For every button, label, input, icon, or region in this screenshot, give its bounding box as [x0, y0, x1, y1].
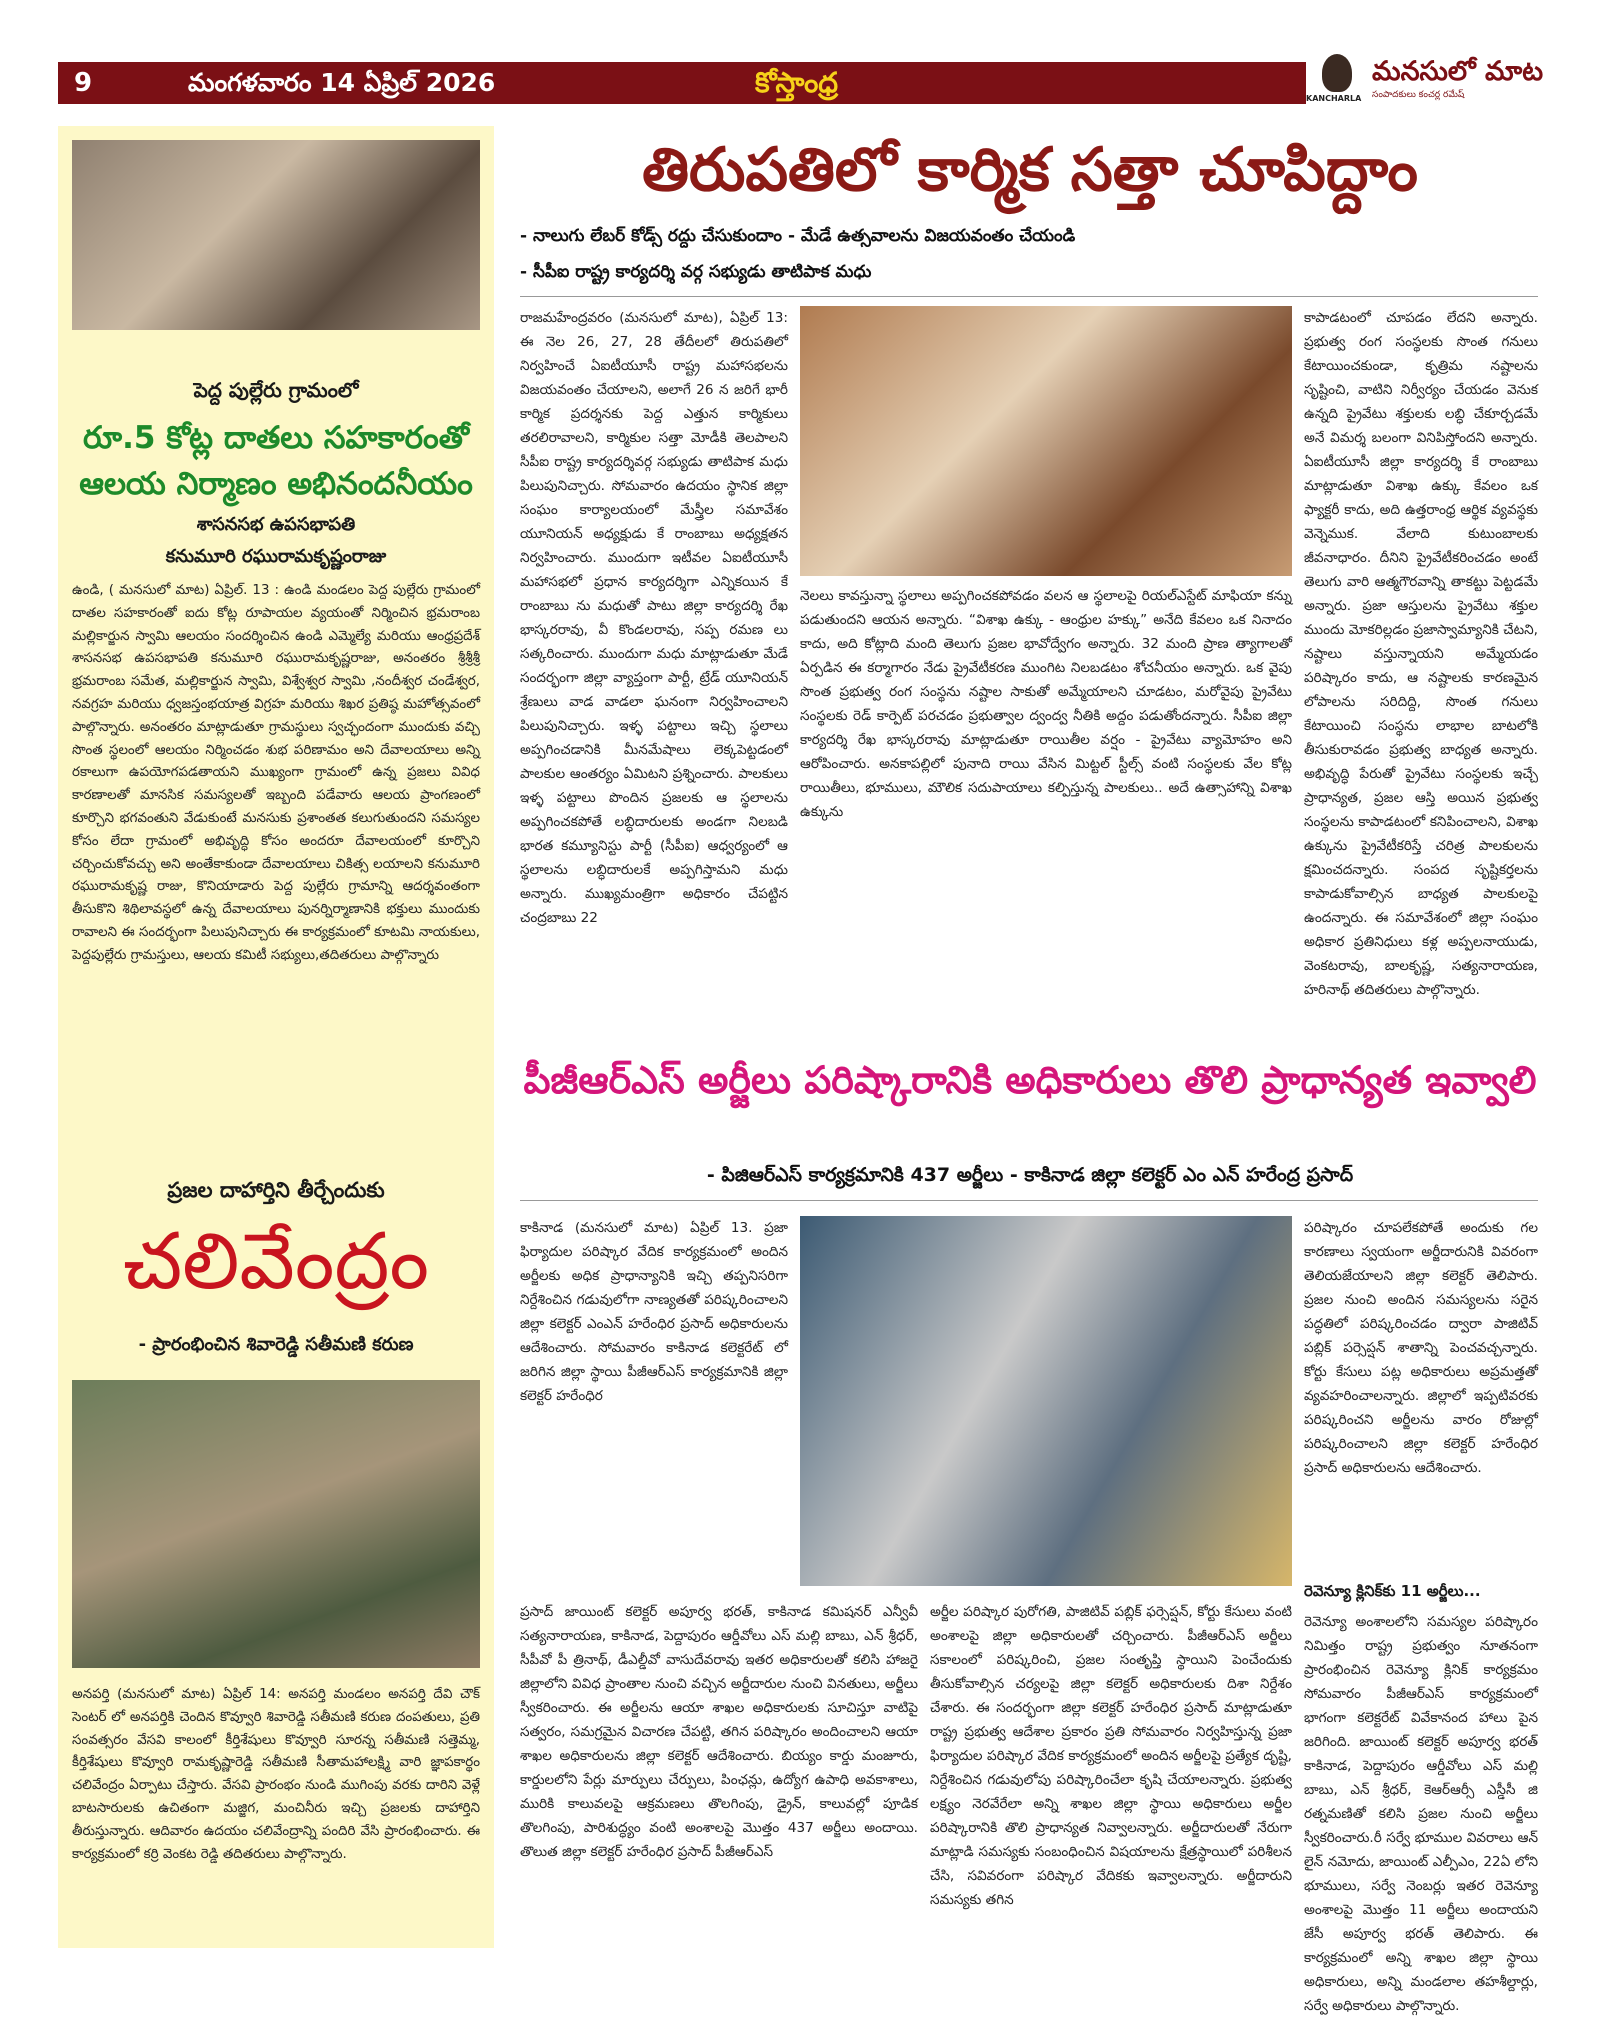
pgrs-col3-bottom: రెవెన్యూ అంశాలలోని సమస్యల పరిష్కారం నిమిత్తం రాష్ట్ర ప్రభుత్వం నూతనంగా ప్రారంభించిన రెవెన్యూ క్లినిక్ కార్యక్రమం సోమవారం పీజీఆర్ఎస్ కార్యక్రమంలో భాగంగా కలెక్టరేట్ వివేకానంద హాలు పైన జరిగింది. జాయింట్ కలెక్టర్ అపూర్వ భరత్ కాకినాడ, పెద్దాపురం ఆర్డీవోలు ఎస్ మల్లి బాబు, ఎన్ శ్రీధర్, కెఆర్ఆర్సీ ఎస్డీసీ జి రత్నమణితో కలిసి ప్రజల నుంచి అర్జీలు స్వీకరించారు.రీ సర్వే భూముల వివరాలు ఆన్ లైన్ నమోదు, జాయింట్ ఎల్పీఎం, 22ఏ లోని భూములు, సర్వే నెంబర్లు ఇతర రెవెన్యూ అంశాలపై మొత్తం 11 అర్జీలు అందాయని జేసీ అపూర్వ భరత్ తెలిపారు. ఈ కార్యక్రమంలో అన్ని శాఖల జిల్లా స్థాయి అధికారులు, అన్ని మండలాల తహశీల్దార్లు, సర్వే అధికారులు పాల్గొన్నారు. [1304, 1614, 1538, 2014]
story2-sub: - ప్రారంభించిన శివారెడ్డి సతీమణి కరుణ [138, 1334, 414, 1355]
issue-date: మంగళవారం 14 ఏప్రిల్ 2026 [188, 68, 496, 97]
region-name: కోస్తాంధ్ర [755, 66, 839, 99]
pgrs-col1-bottom: ప్రసాద్ జాయింట్ కలెక్టర్ అపూర్వ భరత్, కాకినాడ కమిషనర్ ఎన్వీవీ సత్యనారాయణ, కాకినాడ, పెద్దాపురం ఆర్డీవోలు ఎస్ మల్లి బాబు, ఎన్ శ్రీధర్, సీపీవో పీ త్రినాథ్, డీఎల్డీవో వాసుదేవరావు ఇతర అధికారులతో కలిసి హాజరై జిల్లాలోని వివిధ ప్రాంతాల నుంచి వచ్చిన అర్జీదారుల నుంచి వినతులు, అర్జీలు స్వీకరించారు. ఈ అర్జీలను ఆయా శాఖల అధికారులకు సూచిస్తూ వాటిపై సత్వరం, సమగ్రమైన విచారణ చేపట్టి, తగిన పరిష్కారం అందించాలని ఆయా శాఖల అధికారులను జిల్లా కలెక్టర్ ఆదేశించారు. బియ్యం కార్డు మంజూరు, కార్డులలోని పేర్లు మార్పులు చేర్పులు, పింఛన్లు, ఉద్యోగ ఉపాధి అవకాశాలు, మురికి కాలువలపై ఆక్రమణలు తొలగింపు, డ్రైన్, కాలువల్లో పూడిక తొలగింపు, పారిశుద్ధ్యం వంటి అంశాలపై మొత్తం 437 అర్జీలు అందాయి. తొలుత జిల్లా కలెక్టర్ హరేంధిర ప్రసాద్ పీజీఆర్ఎస్ [520, 1604, 918, 1860]
logo-subtitle: సంపాదకులు కంచర్ల రమేష్ [1372, 90, 1465, 100]
story1-sub-line1: శాసనసభ ఉపసభాపతి [196, 514, 356, 535]
story1-headline-line2: ఆలయ నిర్మాణం అభినందనీయం [79, 466, 473, 502]
main-sub-divider [520, 296, 1538, 297]
main-sub1: - నాలుగు లేబర్ కోడ్స్ రద్దు చేసుకుందాం - మేడే ఉత్సవాలను విజయవంతం చేయండి [520, 226, 1076, 246]
editor-portrait-icon [1322, 54, 1352, 92]
pgrs-col3-top: పరిష్కారం చూపలేకపోతే అందుకు గల కారణాలు స్వయంగా అర్జీదారునికి వివరంగా తెలియజేయాలని జిల్లా కలెక్టర్ తెలిపారు. ప్రజల నుంచి అందిన సమస్యలను సరైన పద్ధతిలో పరిష్కరించడం ద్వారా పాజిటివ్ పబ్లిక్ పర్సెప్షన్ శాతాన్ని పెంచవచ్చన్నారు. కోర్టు కేసులు పట్ల అధికారులు అప్రమత్తతో వ్యవహరించాలన్నారు. జిల్లాలో ఇప్పటివరకు పరిష్కరించని అర్జీలను వారం రోజుల్లో పరిష్కరించాలని జిల్లా కలెక్టర్ హరేంధిర ప్రసాద్ అధికారులను ఆదేశించారు. [1304, 1220, 1538, 1476]
logo-editor-name: KANCHARLA [1306, 94, 1362, 103]
pgrs-col2: అర్జీల పరిష్కార పురోగతి, పాజిటివ్ పబ్లిక్ ఫర్సెప్షన్, కోర్టు కేసులు వంటి అంశాలపై జిల్లా అధికారులతో చర్చించారు. పీజీఆర్ఎస్ అర్జీలు సకాలంలో పరిష్కరించి, ప్రజల సంతృప్తి స్థాయిని పెంచేందుకు తీసుకోవాల్సిన చర్యలపై జిల్లా కలెక్టర్ అధికారులకు దిశా నిర్దేశం చేశారు. ఈ సందర్భంగా జిల్లా కలెక్టర్ హరేంధిర ప్రసాద్ మాట్లాడుతూ రాష్ట్ర ప్రభుత్వ ఆదేశాల ప్రకారం ప్రతి సోమవారం నిర్వహిస్తున్న ప్రజా ఫిర్యాదుల పరిష్కార వేదిక కార్యక్రమంలో అందిన అర్జీలపై ప్రత్యేక దృష్టి, నిర్దేశించిన గడువులోపు పరిష్కారించేలా కృషి చేయాలన్నారు. ప్రభుత్వ లక్ష్యం నెరవేరేలా అన్ని శాఖల జిల్లా స్థాయి అధికారులు అర్జీల పరిష్కారానికి తొలి ప్రాధాన్యత నివ్వాలన్నారు. అర్జీదారులతో నేరుగా మాట్లాడి సమస్యకు సంబంధించిన విషయాలను క్షేత్రస్థాయిలో పరిశీలన చేసి, సవివరంగా పరిష్కార వేదికకు ఇవ్వాలన్నారు. అర్జీదారుని సమస్యకు తగిన [930, 1604, 1292, 1908]
cpi-meeting-photo [800, 306, 1292, 576]
story1-body: ఉండి, ( మనసులో మాట) ఏప్రిల్. 13 : ఉండి మండలం పెద్ద పుల్లేరు గ్రామంలో దాతల సహకారంతో ఐదు కోట్ల రూపాయల వ్యయంతో నిర్మించిన భ్రమరాంబ మల్లికార్జున స్వామి ఆలయం సందర్శించిన ఉండి ఎమ్మెల్యే మరియు ఆంధ్రప్రదేశ్ శాసనసభ ఉపసభాపతి కనుమూరి రఘురామకృష్ణరాజు, అనంతరం శ్రీశ్రీశ్రీ భ్రమరాంబ సమేత, మల్లికార్జున స్వామి, విశ్వేశ్వర స్వామి ,నందీశ్వర చండేశ్వర, నవగ్రహ మరియు ధ్వజస్తంభయాత్ర విగ్రహ మరియు శిఖర ప్రతిష్ఠ మహోత్సవంలో పాల్గొన్నారు. అనంతరం మాట్లాడుతూ గ్రామస్థులు స్వచ్ఛందంగా ముందుకు వచ్చి సొంత స్థలంలో ఆలయం నిర్మించడం శుభ పరిణామం అని దేవాలయాలు అన్ని రకాలుగా ఉపయోగపడతాయని ముఖ్యంగా గ్రామంలో ఉన్న ప్రజలు వివిధ కారణాలతో మానసిక సమస్యలతో ఇబ్బంది పడేవారు ఆలయ ప్రాంగణంలో కూర్చొని భగవంతుని వేడుకుంటే మనసుకు ప్రశాంతత కలుగుతుందని సమస్యల కోసం లేదా గ్రామంలో అభివృద్ధి కోసం అందరూ దేవాలయంలో కూర్చొని చర్చించుకోవచ్చు అని అంతేకాకుండా దేవాలయాలు చికిత్స లయాలని కనుమూరి రఘురామకృష్ణ రాజు, కొనియాడారు పెద్ద పుల్లేరు గ్రామాన్ని ఆదర్శవంతంగా తీసుకొని శిథిలావస్థలో ఉన్న దేవాలయాలు పునర్నిర్మాణానికి భక్తులు ముందుకు రావాలని ఈ సందర్భంగా పిలుపునిచ్చారు ఈ కార్యక్రమంలో కూటమి నాయకులు, పెద్దపుల్లేరు గ్రామస్తులు, ఆలయ కమిటీ సభ్యులు,తదితరులు పాల్గొన్నారు [72, 583, 480, 963]
temple-visit-photo [72, 140, 480, 330]
story2-kicker: ప్రజల దాహార్తిని తీర్చేందుకు [167, 1178, 385, 1202]
story2-headline: చలివేంద్రం [122, 1217, 430, 1307]
pgrs-headline: పీజీఆర్ఎస్ అర్జీలు పరిష్కారానికి అధికారులు తొలి ప్రాధాన్యత ఇవ్వాలి [523, 1058, 1537, 1102]
collector-grievance-photo [800, 1216, 1292, 1586]
logo-title: మనసులో మాట [1372, 56, 1544, 87]
pgrs-col1-top: కాకినాడ (మనసులో మాట) ఏప్రిల్ 13. ప్రజా ఫిర్యాదుల పరిష్కార వేదిక కార్యక్రమంలో అందిన అర్జీలకు అధిక ప్రాధాన్యానికి ఇచ్చి తప్పనిసరిగా నిర్దేశించిన గడువులోగా నాణ్యతతో పరిష్కరించాలని జిల్లా కలెక్టర్ ఎంఎన్ హరేంధిర ప్రసాద్ అధికారులను ఆదేశించారు. సోమవారం కాకినాడ కలెక్టరేట్ లో జరిగిన జిల్లా స్థాయి పీజీఆర్ఎస్ కార్యక్రమానికి జిల్లా కలెక్టర్ హరేంధిర [520, 1220, 788, 1404]
main-col3: కాపాడటంలో చూపడం లేదని అన్నారు. ప్రభుత్వ రంగ సంస్థలకు సొంత గనులు కేటాయించకుండా, కృత్రిమ నష్టాలను సృష్టించి, వాటిని నిర్వీర్యం చేయడం వెనుక ఉన్నది ప్రైవేటు శక్తులకు లబ్ధి చేకూర్చడమే అనే విమర్శ బలంగా వినిపిస్తోందని అన్నారు. ఏఐటీయూసీ జిల్లా కార్యదర్శి కే రాంబాబు మాట్లాడుతూ విశాఖ ఉక్కు కేవలం ఒక ఫ్యాక్టరీ కాదు, అది ఉత్తరాంధ్ర ఆర్థిక వ్యవస్థకు వెన్నెముక. వేలాది కుటుంబాలకు జీవనాధారం. దీనిని ప్రైవేటీకరించడం అంటే తెలుగు వారి ఆత్మగౌరవాన్ని తాకట్టు పెట్టడమే అన్నారు. ప్రజా ఆస్తులను ప్రైవేటు శక్తుల ముందు మోకరిల్లడం ప్రజాస్వామ్యానికి చేటని, నష్టాలు వస్తున్నాయని అమ్మేయడం పరిష్కారం కాదు, ఆ నష్టాలకు కారణమైన లోపాలను సరిదిద్ది, సొంత గనులు కేటాయించి సంస్థను లాభాల బాటలోకి తీసుకురావడం ప్రభుత్వ బాధ్యత అన్నారు. అభివృద్ధి పేరుతో ప్రైవేటు సంస్థలకు ఇచ్చే ప్రాధాన్యత, ప్రజల ఆస్తి అయిన ప్రభుత్వ సంస్థలను కాపాడటంలో కనిపించాలని, విశాఖ ఉక్కును ప్రైవేటీకరిస్తే చరిత్ర పాలకులను క్షమించదన్నారు. సంపద సృష్టికర్తలను కాపాడుకోవాల్సిన బాధ్యత పాలకులపై ఉందన్నారు. ఈ సమావేశంలో జిల్లా సంఘం అధికార ప్రతినిధులు కళ్ల అప్పలనాయుడు, వెంకటరావు, బాలకృష్ణ, సత్యనారాయణ, హరినాథ్ తదితరులు పాల్గొన్నారు. [1304, 310, 1538, 998]
revenue-clinic-subhead: రెవెన్యూ క్లినిక్‌కు 11 అర్జీలు... [1304, 1582, 1481, 1600]
story1-sub-line2: కనుమూరి రఘురామకృష్ణంరాజు [165, 546, 387, 567]
pgrs-sub: - పిజిఆర్ఎస్ కార్యక్రమానికి 437 అర్జీలు - కాకినాడ జిల్లా కలెక్టర్ ఎం ఎన్ హరేంద్ర ప్రసాద్ [706, 1164, 1354, 1186]
story1-kicker: పెద్ద పుల్లేరు గ్రామంలో [193, 378, 359, 402]
main-col1: రాజమహేంద్రవరం (మనసులో మాట), ఏప్రిల్ 13: ఈ నెల 26, 27, 28 తేదీలలో తిరుపతిలో నిర్వహించే ఏఐటీయూసీ రాష్ట్ర మహాసభలను విజయవంతం చేయాలని, అలాగే 26 న జరిగే భారీ కార్మిక ప్రదర్శనకు పెద్ద ఎత్తున కార్మికులు తరలిరావాలని, కార్మికుల సత్తా మోడీకి తెలపాలని సీపీఐ రాష్ట్ర కార్యదర్శివర్గ సభ్యుడు తాటిపాక మధు పిలుపునిచ్చారు. సోమవారం ఉదయం స్థానిక జిల్లా సంఘం కార్యాలయంలో మేస్త్రీల సమావేశం యూనియన్ అధ్యక్షుడు కే రాంబాబు అధ్యక్షతన నిర్వహించారు. ముందుగా ఇటీవల ఏఐటీయూసీ మహాసభలో ప్రధాన కార్యదర్శిగా ఎన్నికయిన కే రాంబాబు ను మధుతో పాటు జిల్లా కార్యదర్శి రేఖ భాస్కరరావు, వీ కొండలరావు, సప్ప రమణ లు సత్కరించారు. ముందుగా మధు మాట్లాడుతూ మేడే సందర్భంగా జిల్లా వ్యాప్తంగా పార్టీ, ట్రేడ్ యూనియన్ శ్రేణులు వాడ వాడలా ఘనంగా నిర్వహించాలని పిలుపునిచ్చారు. ఇళ్ళ పట్టాలు ఇచ్చి స్థలాలు అప్పగించడానికి మీనమేషాలు లెక్కపెట్టడంలో పాలకుల ఆంతర్యం ఏమిటని ప్రశ్నించారు. పాలకులు ఇళ్ళ పట్టాలు పొందిన ప్రజలకు ఆ స్థలాలను అప్పగించకపోతే లబ్ధిదారులకు అండగా నిలబడి భారత కమ్యూనిస్టు పార్టీ (సీపీఐ) ఆధ్వర్యంలో ఆ స్థలాలను లబ్ధిదారులకే అప్పగిస్తామని మధు అన్నారు. ముఖ్యమంత్రిగా అధికారం చేపట్టిన చంద్రబాబు 22 [520, 310, 788, 926]
pgrs-sub-divider [520, 1200, 1538, 1201]
story2-body: అనపర్తి (మనసులో మాట) ఏప్రిల్ 14: అనపర్తి మండలం అనపర్తి దేవి చౌక్ సెంటర్ లో అనపర్తికి చెందిన కొవ్వూరి శివారెడ్డి సతీమణి కరుణ దంపతులు, ప్రతి సంవత్సరం వేసవి కాలంలో కీర్తిశేషులు కొవ్వూరి సూరన్న సతీమణి సత్తెమ్మ, కీర్తిశేషులు కొవ్వూరి రామకృష్ణారెడ్డి సతీమణి సీతామహాలక్ష్మి వారి జ్ఞాపకార్థం చలివేంద్రం ఏర్పాటు చేస్తారు. వేసవి ప్రారంభం నుండి ముగింపు వరకు దారిని వెళ్లే బాటసారులకు ఉచితంగా మజ్జిగ, మంచినీరు ఇచ్చి ప్రజలకు దాహార్తిని తీరుస్తున్నారు. ఆదివారం ఉదయం చలివేంద్రాన్ని పందిరి వేసి ప్రారంభించారు. ఈ కార్యక్రమంలో కర్రి వెంకట రెడ్డి తదితరులు పాల్గొన్నారు. [72, 1687, 480, 1862]
chalivendram-photo [72, 1380, 480, 1668]
main-sub2: - సీపీఐ రాష్ట్ర కార్యదర్శి వర్గ సభ్యుడు తాటిపాక మధు [520, 262, 872, 282]
page-number: 9 [74, 68, 93, 98]
main-headline: తిరుపతిలో కార్మిక సత్తా చూపిద్దాం [642, 135, 1418, 205]
story1-headline-line1: రూ.5 కోట్ల దాతలు సహకారంతో [82, 420, 469, 456]
main-col2: నెలలు కావస్తున్నా స్థలాలు అప్పగించకపోవడం వలన ఆ స్థలాలపై రియల్ఎస్టేట్ మాఫియా కన్ను పడుతుందని ఆయన అన్నారు. “విశాఖ ఉక్కు - ఆంధ్రుల హక్కు” అనేది కేవలం ఒక నినాదం కాదు, అది కోట్లాది మంది తెలుగు ప్రజల భావోద్వేగం అన్నారు. 32 మంది ప్రాణ త్యాగాలతో ఏర్పడిన ఈ కర్మాగారం నేడు ప్రైవేటీకరణ ముంగిట నిలబడటం శోచనీయం అన్నారు. ఒక వైపు సొంత ప్రభుత్వ రంగ సంస్థను నష్టాల సాకుతో అమ్మేయాలని చూడటం, మరోవైపు ప్రైవేటు సంస్థలకు రెడ్ కార్పెట్ పరచడం ప్రభుత్వాల ద్వంద్వ నీతికి అద్దం పడుతోందన్నారు. సీపీఐ జిల్లా కార్యదర్శి రేఖ భాస్కరరావు మాట్లాడుతూ రాయితీల వర్షం - ప్రైవేటు వ్యామోహం అని ఆరోపించారు. అనకాపల్లిలో పునాది రాయి వేసిన మిట్టల్ స్టీల్స్ వంటి సంస్థలకు వేల కోట్ల రాయితీలు, భూములు, మౌలిక సదుపాయాలు కల్పిస్తున్న పాలకులు.. అదే ఉత్సాహాన్ని విశాఖ ఉక్కును [800, 588, 1292, 820]
